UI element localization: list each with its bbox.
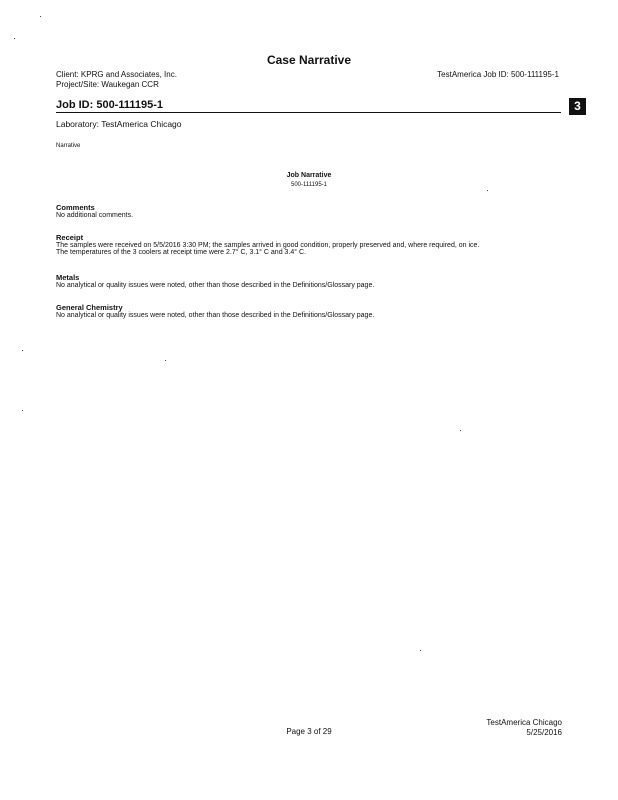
section-line: No analytical or quality issues were noted, other than those described in the Definitions/Glossary page.	[56, 282, 375, 289]
section-tab: 3	[569, 98, 586, 115]
section-metals	[56, 273, 374, 289]
scan-speck	[420, 650, 421, 651]
section-line: No analytical or quality issues were noted, other than those described in the Definitions/Glossary page.	[56, 312, 375, 319]
laboratory-line: Laboratory: TestAmerica Chicago	[56, 119, 182, 129]
scan-speck	[460, 430, 461, 431]
job-narrative-heading: Job Narrative	[286, 172, 332, 179]
project-line: Project/Site: Waukegan CCR	[56, 80, 159, 89]
section-receipt	[56, 233, 479, 256]
job-narrative-number: 500-111195-1	[290, 182, 328, 188]
scan-speck	[165, 360, 166, 361]
page-title: Case Narrative	[266, 53, 352, 67]
section-line: The temperatures of the 3 coolers at receipt time were 2.7° C, 3.1° C and 3.4° C.	[56, 249, 307, 256]
section-heading: Metals	[56, 273, 80, 282]
scan-speck	[22, 350, 23, 351]
job-id-heading: Job ID: 500-111195-1	[56, 99, 164, 111]
section-heading: General Chemistry	[56, 303, 123, 312]
job-reference: TestAmerica Job ID: 500-111195-1	[437, 70, 559, 79]
section-comments	[56, 203, 133, 219]
section-line: No additional comments.	[56, 212, 134, 219]
header-rule	[56, 112, 561, 113]
section-line: The samples were received on 5/5/2016 3:30 PM; the samples arrived in good condition, properly preserved and, where required, on ice.	[56, 242, 480, 249]
narrative-label: Narrative	[56, 143, 81, 149]
scan-speck	[40, 16, 41, 17]
section-heading: Comments	[56, 203, 95, 212]
footer-date: 5/25/2016	[526, 728, 562, 737]
client-line: Client: KPRG and Associates, Inc.	[56, 70, 177, 79]
footer-lab: TestAmerica Chicago	[486, 718, 562, 727]
scan-speck	[14, 38, 15, 39]
section-general-chemistry	[56, 303, 374, 319]
section-heading: Receipt	[56, 233, 84, 242]
page-number: Page 3 of 29	[286, 727, 332, 736]
scan-speck	[22, 410, 23, 411]
scan-speck	[487, 190, 488, 191]
